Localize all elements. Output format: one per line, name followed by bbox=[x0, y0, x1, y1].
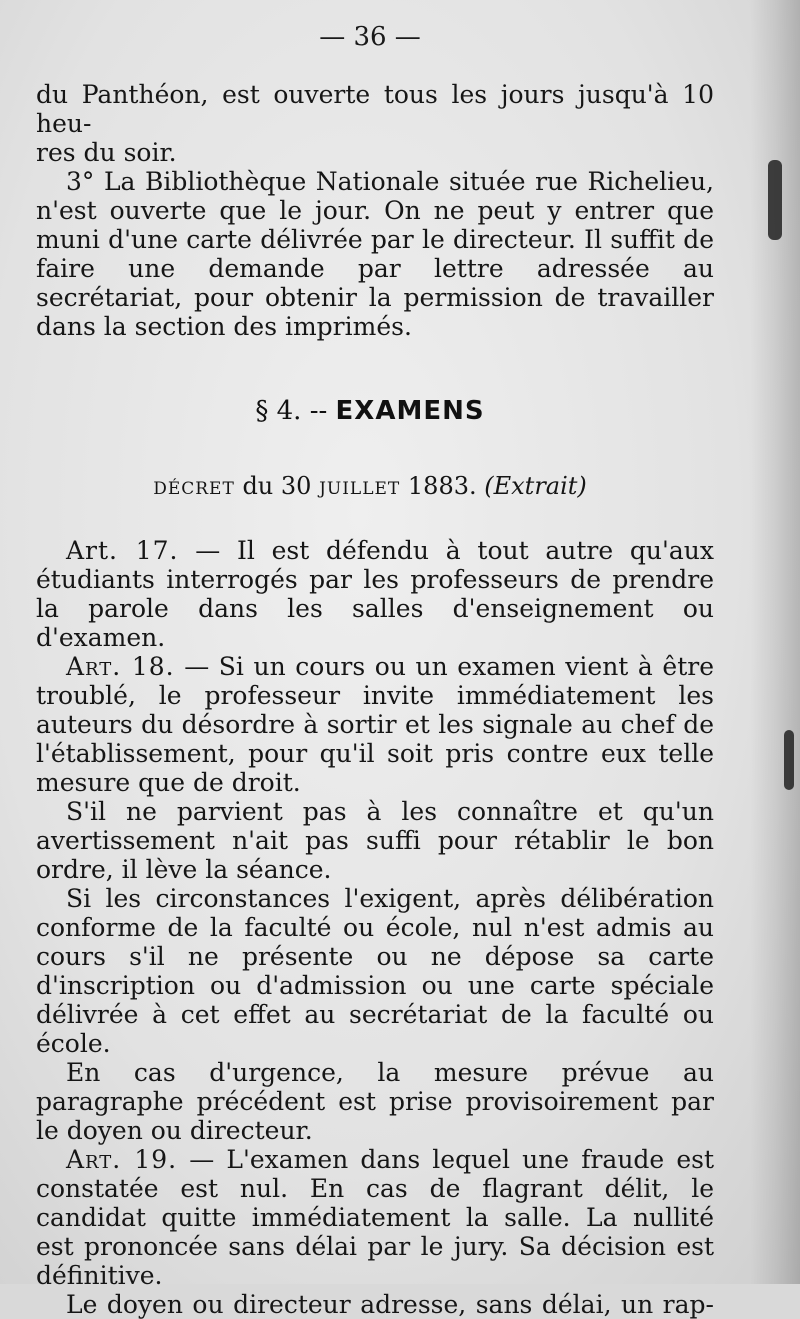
article-18-paragraph: En cas d'urgence, la mesure prévue au paragraphe précédent est prise provisoirement par le doyen ou directeur. bbox=[36, 1058, 714, 1145]
decree-year: 1883. bbox=[407, 472, 477, 500]
decree-extract: (Extrait) bbox=[484, 472, 587, 500]
intro-line: res du soir. bbox=[36, 138, 177, 167]
page-number: — 36 — bbox=[319, 22, 421, 52]
article-19-paragraph: Le doyen ou directeur adresse, sans délai, un rap- bbox=[66, 1290, 714, 1319]
article-18-paragraph: S'il ne parvient pas à les connaître et qu'un avertissement n'ait pas suffi pour rétablir le bon ordre, il lève la séance. bbox=[36, 797, 714, 884]
section-heading bbox=[0, 396, 740, 426]
article-text: — Si un cours ou un examen vient à être troublé, le professeur invite immédiatement les auteurs du désordre à sortir et les signale au chef de l'établissement, pour qu'il soit pris contre eux telle mesure que de droit. bbox=[36, 652, 715, 797]
article-label: Art. 18. bbox=[66, 652, 175, 681]
article-18-paragraph: Si les circonstances l'exigent, après délibération conforme de la faculté ou école, nul n'est admis au cours s'il ne présente ou ne dépose sa carte d'inscription ou d'admission ou une carte spéciale délivrée à cet effet au secrétariat de la faculté ou école. bbox=[36, 884, 714, 1058]
article-19 bbox=[36, 1145, 714, 1290]
article-18 bbox=[36, 652, 714, 797]
decree-date: du 30 bbox=[242, 472, 312, 500]
library-paragraph: 3° La Bibliothèque Nationale située rue Richelieu, n'est ouverte que le jour. On ne peut y entrer que muni d'une carte délivrée par le directeur. Il suffit de faire une demande par lettre adressée au secrétariat, pour obtenir la permission de travailler dans la section des imprimés. bbox=[36, 167, 714, 341]
intro-block bbox=[36, 80, 714, 341]
article-17 bbox=[36, 536, 714, 652]
article-text: — L'examen dans lequel une fraude est constatée est nul. En cas de flagrant délit, le candidat quitte immédiatement la salle. La nullité est prononcée sans délai par le jury. Sa décision est définitive. bbox=[36, 1145, 715, 1290]
section-number: § 4. -- bbox=[255, 396, 328, 426]
article-text: — Il est défendu à tout autre qu'aux étudiants interrogés par les professeurs de prendre la parole dans les salles d'enseignement ou d'examen. bbox=[36, 536, 714, 652]
decree-word: décret bbox=[153, 472, 235, 500]
decree-line bbox=[0, 472, 740, 500]
intro-line: du Panthéon, est ouverte tous les jours jusqu'à 10 heu- bbox=[36, 80, 714, 138]
article-label: Art. 17. bbox=[66, 536, 179, 565]
section-title: EXAMENS bbox=[335, 396, 485, 426]
page-edge-mark bbox=[768, 160, 782, 240]
article-label: Art. 19. bbox=[66, 1145, 178, 1174]
decree-month: juillet bbox=[319, 472, 401, 500]
articles-block bbox=[36, 536, 714, 1319]
page-edge-mark bbox=[784, 730, 794, 790]
